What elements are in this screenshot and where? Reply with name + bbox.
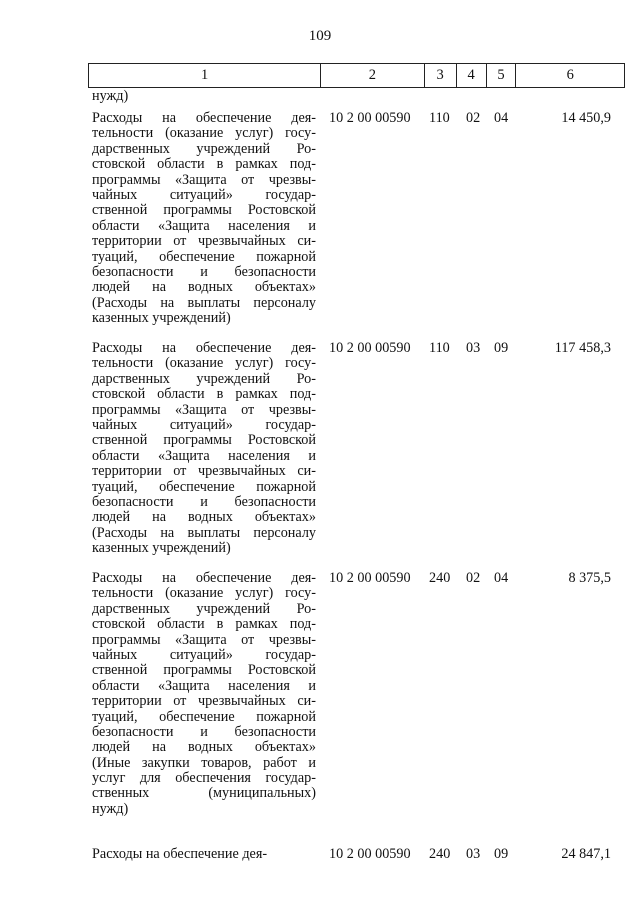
description-line: области «Защита населения и (92, 677, 316, 694)
description-line: Расходы на обеспечение дея- (92, 340, 316, 356)
header-col-6: 6 (566, 67, 574, 83)
description-line: стовской области в рамках под- (92, 616, 316, 633)
row-expense-type: 240 (429, 570, 451, 586)
row-description (92, 111, 316, 326)
description-line: туаций, обеспечение пожарной (92, 248, 316, 265)
description-line: дарственных учреждений Ро- (92, 140, 316, 157)
description-line: (Расходы на выплаты персоналу (92, 524, 316, 541)
description-line: (Расходы на выплаты персоналу (92, 294, 316, 311)
description-line: Расходы на обеспечение дея- (92, 110, 316, 126)
description-line: стовской области в рамках под- (92, 156, 316, 173)
row-amount: 8 375,5 (568, 570, 611, 586)
row-description (92, 571, 316, 817)
description-line: безопасности и безопасности (92, 723, 316, 740)
description-line: дарственных учреждений Ро- (92, 370, 316, 387)
description-line: области «Защита населения и (92, 217, 316, 234)
row-code: 10 2 00 00590 (329, 846, 411, 862)
description-line: ственных (муниципальных) (92, 785, 316, 802)
row-subsection: 09 (494, 846, 509, 862)
description-line: казенных учреждений) (92, 540, 231, 557)
description-line: туаций, обеспечение пожарной (92, 478, 316, 495)
description-line: нужд) (92, 800, 129, 817)
row-code: 10 2 00 00590 (329, 570, 411, 586)
header-col-1: 1 (89, 64, 321, 87)
description-line: территории от чрезвычайных си- (92, 233, 316, 250)
row-description (92, 341, 316, 556)
row-description (92, 847, 316, 862)
description-line: чайных ситуаций» государ- (92, 186, 316, 203)
description-line: чайных ситуаций» государ- (92, 646, 316, 663)
description-line: ственной программы Ростовской (92, 202, 316, 219)
row-subsection: 04 (494, 110, 509, 126)
row-expense-type: 110 (429, 340, 450, 356)
row-code: 10 2 00 00590 (329, 340, 411, 356)
header-col-3: 3 (425, 64, 457, 87)
row-code: 10 2 00 00590 (329, 110, 411, 126)
row-amount: 117 458,3 (554, 340, 611, 356)
row-section: 03 (466, 340, 481, 356)
description-line: услуг для обеспечения государ- (92, 770, 316, 787)
header-col-2: 2 (321, 64, 425, 87)
description-line: территории от чрезвычайных си- (92, 463, 316, 480)
description-line: Расходы на обеспечение дея- (92, 570, 316, 586)
header-col-5: 5 (487, 64, 517, 87)
description-line: туаций, обеспечение пожарной (92, 708, 316, 725)
description-line: безопасности и безопасности (92, 263, 316, 280)
description-line: (Иные закупки товаров, работ и (92, 754, 316, 771)
description-line: тельности (оказание услуг) госу- (92, 585, 316, 602)
description-line: территории от чрезвычайных си- (92, 693, 316, 710)
row-amount: 24 847,1 (561, 846, 611, 862)
description-line: людей на водных объектах» (92, 739, 316, 756)
description-line: людей на водных объектах» (92, 279, 316, 296)
description-line: программы «Защита от чрезвы- (92, 171, 316, 188)
description-line: тельности (оказание услуг) госу- (92, 125, 316, 142)
description-line: Расходы на обеспечение дея- (92, 846, 268, 862)
description-line: тельности (оказание услуг) госу- (92, 355, 316, 372)
description-line: людей на водных объектах» (92, 509, 316, 526)
description-line: программы «Защита от чрезвы- (92, 401, 316, 418)
row-section: 03 (466, 846, 481, 862)
row-subsection: 04 (494, 570, 509, 586)
row-section: 02 (466, 570, 481, 586)
header-col-4: 4 (457, 64, 487, 87)
description-line: чайных ситуаций» государ- (92, 416, 316, 433)
description-line: ственной программы Ростовской (92, 662, 316, 679)
row-expense-type: 240 (429, 846, 451, 862)
row-section: 02 (466, 110, 481, 126)
row-expense-type: 110 (429, 110, 450, 126)
description-line: казенных учреждений) (92, 310, 231, 327)
description-line: ственной программы Ростовской (92, 432, 316, 449)
carryover-line: нужд) (92, 88, 129, 104)
description-line: безопасности и безопасности (92, 493, 316, 510)
row-subsection: 09 (494, 340, 509, 356)
description-line: дарственных учреждений Ро- (92, 600, 316, 617)
description-line: программы «Защита от чрезвы- (92, 631, 316, 648)
page-number: 109 (308, 28, 332, 44)
description-line: области «Защита населения и (92, 447, 316, 464)
carryover-text (92, 89, 316, 104)
table-header (88, 63, 625, 88)
row-amount: 14 450,9 (561, 110, 611, 126)
description-line: стовской области в рамках под- (92, 386, 316, 403)
